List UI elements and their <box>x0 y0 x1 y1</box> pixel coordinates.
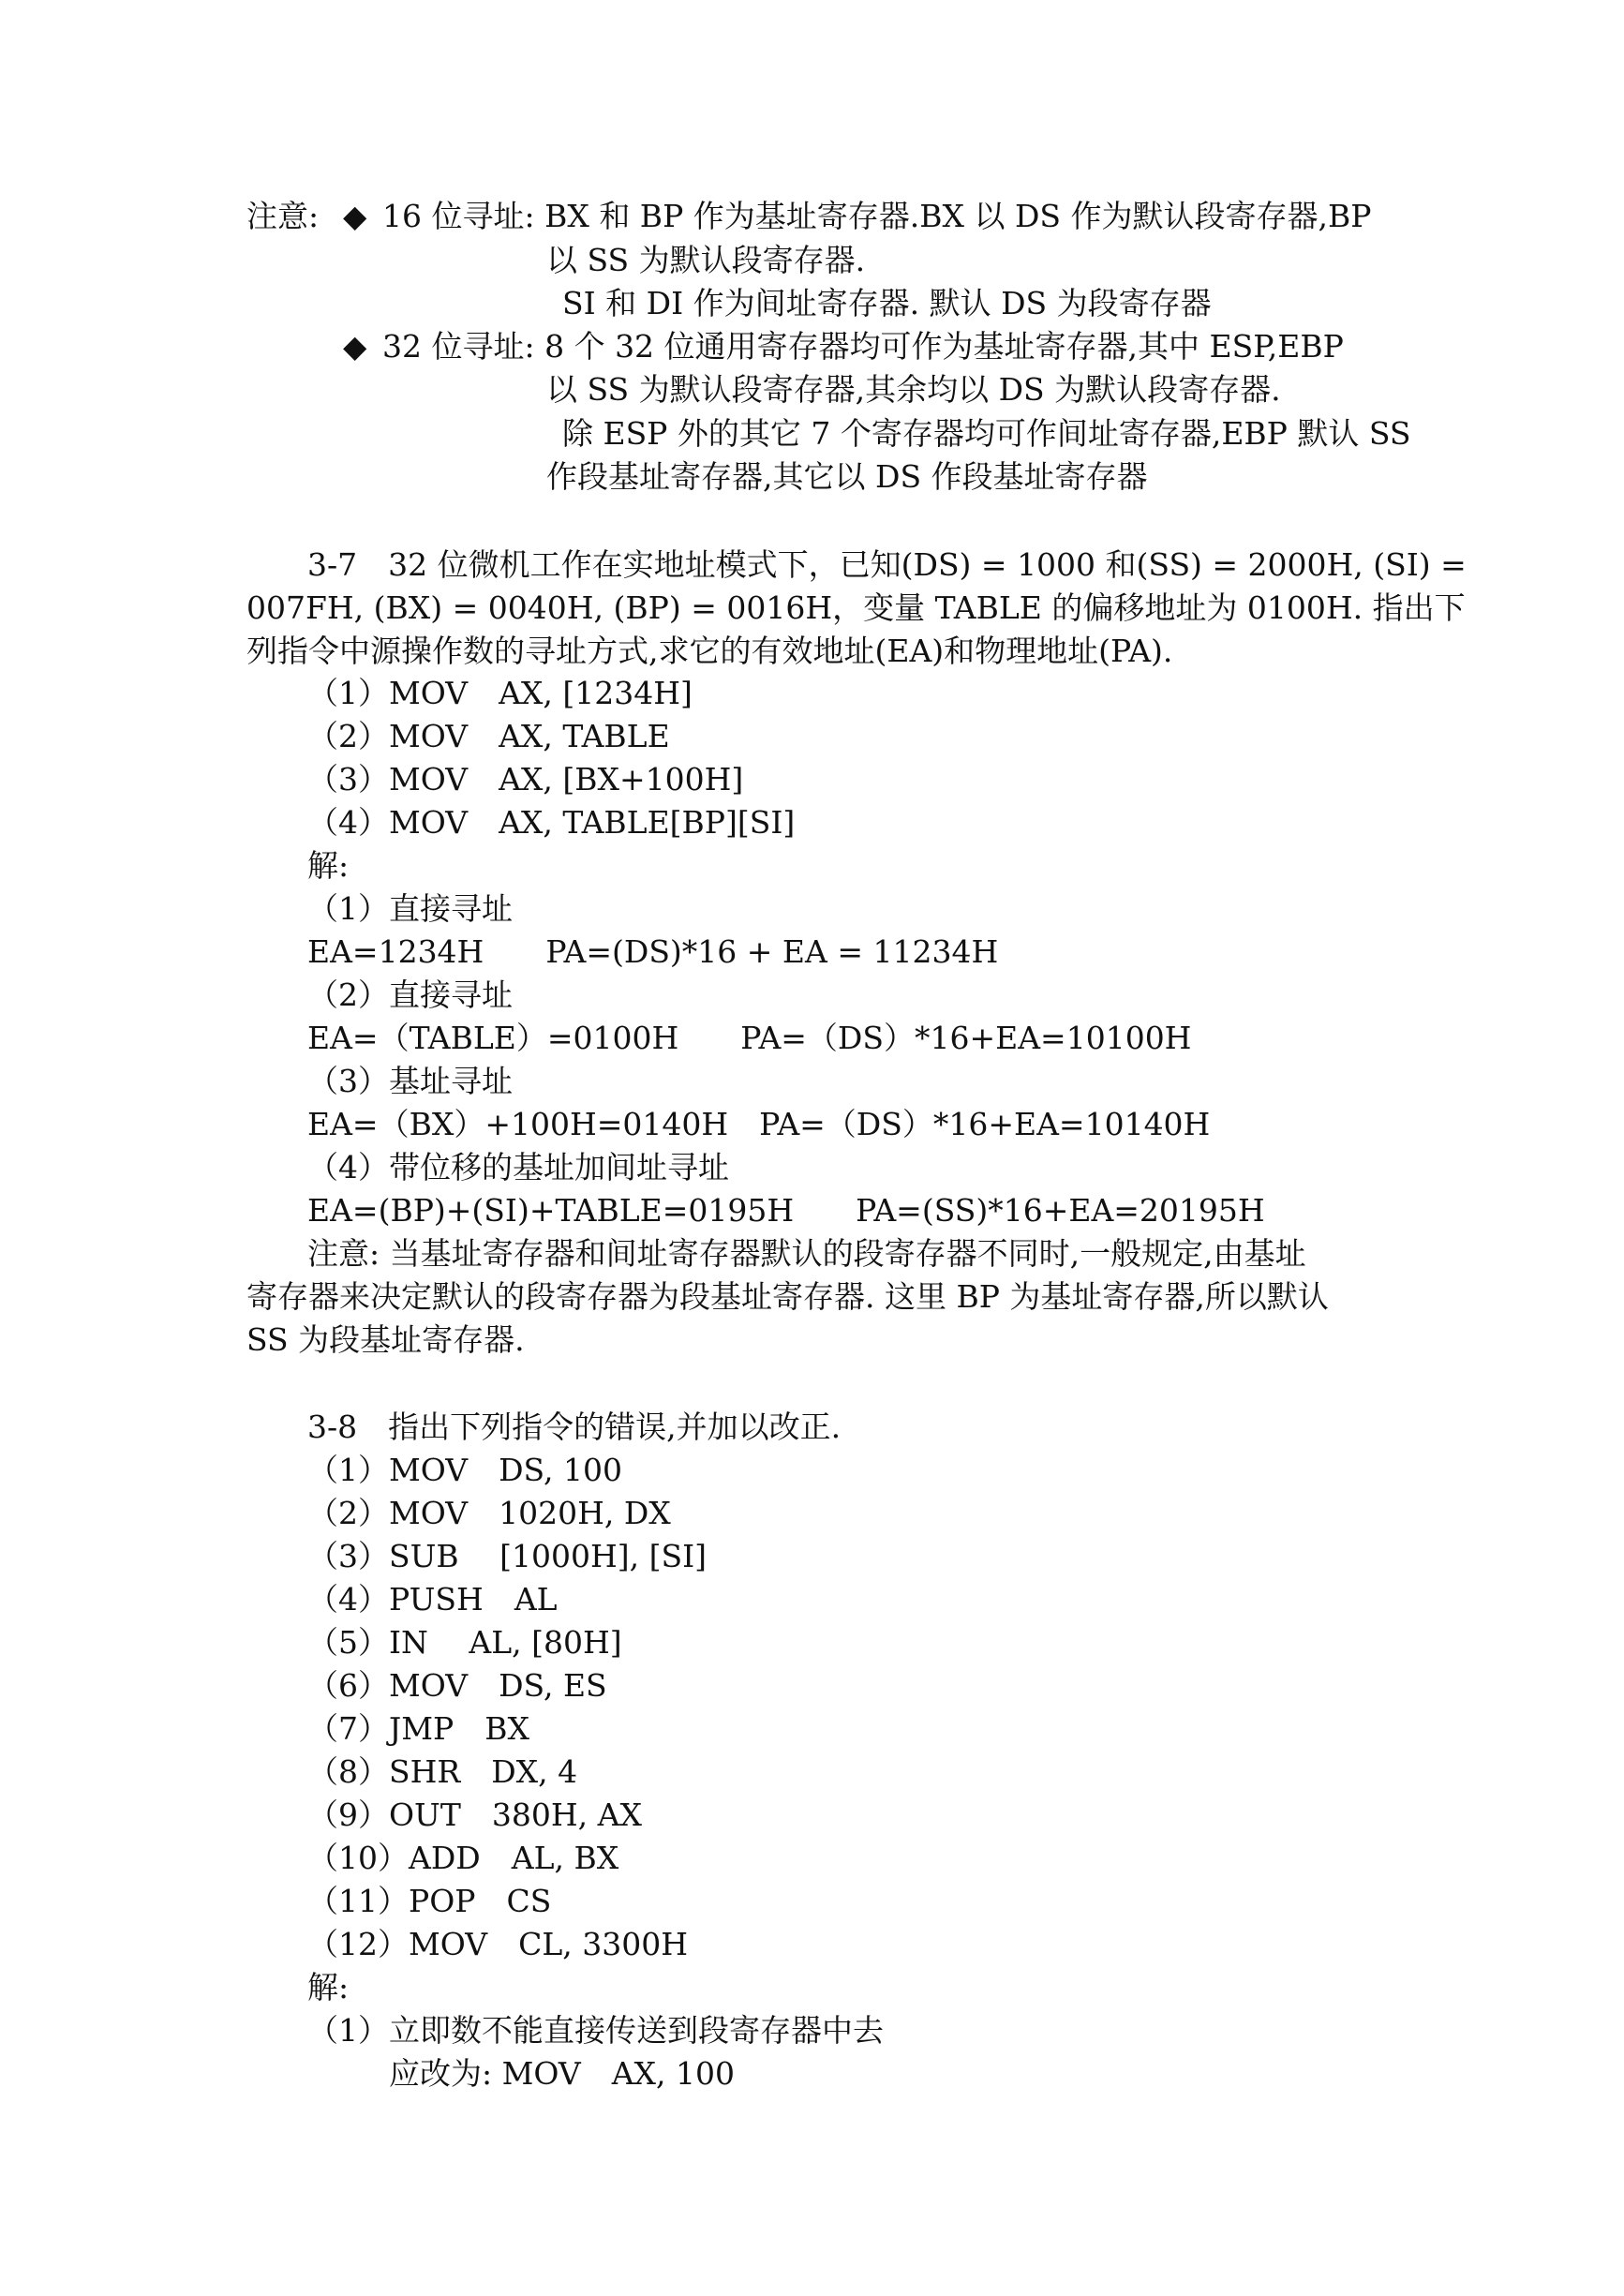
q38-item: （3）SUB [1000H], [SI] <box>307 1538 708 1574</box>
bullet-diamond-icon: ◆ <box>343 198 367 234</box>
note-bullet2-line3: 除 ESP 外的其它 7 个寄存器均可作间址寄存器,EBP 默认 SS <box>562 415 1411 452</box>
q37-line3: 列指令中源操作数的寻址方式,求它的有效地址(EA)和物理地址(PA). <box>246 633 1173 669</box>
q38-item: （10）ADD AL, BX <box>307 1840 619 1876</box>
note-bullet2-line2: 以 SS 为默认段寄存器,其余均以 DS 为默认段寄存器. <box>546 371 1281 408</box>
q38-item: （6）MOV DS, ES <box>307 1667 607 1704</box>
q38-item: （9）OUT 380H, AX <box>307 1797 642 1833</box>
note-bullet1-line1: 16 位寻址: BX 和 BP 作为基址寄存器.BX 以 DS 作为默认段寄存器,BP <box>382 198 1372 234</box>
note-bullet1-line2: 以 SS 为默认段寄存器. <box>546 242 866 278</box>
q38-answer-label: 解: <box>307 1969 350 2005</box>
q37-note-line2: 寄存器来决定默认的段寄存器为段基址寄存器. 这里 BP 为基址寄存器,所以默认 <box>246 1278 1329 1315</box>
q38-item: （4）PUSH AL <box>307 1581 558 1618</box>
q38-title: 3-8 指出下列指令的错误,并加以改正. <box>307 1409 842 1445</box>
q38-item: （1）MOV DS, 100 <box>307 1452 622 1488</box>
note-label: 注意: <box>246 198 320 234</box>
q38-item: （7）JMP BX <box>307 1710 529 1747</box>
q38-item: （5）IN AL, [80H] <box>307 1624 622 1661</box>
q37-note-line3: SS 为段基址寄存器. <box>246 1321 525 1358</box>
q37-answer: EA=1234H PA=(DS)*16 + EA = 11234H <box>307 933 999 970</box>
q38-item: （12）MOV CL, 3300H <box>307 1926 688 1962</box>
q38-answer1-fix: 应改为: MOV AX, 100 <box>389 2055 735 2092</box>
q37-answer: （1）直接寻址 <box>307 890 513 927</box>
q37-item: （4）MOV AX, TABLE[BP][SI] <box>307 804 796 841</box>
q37-line1: 3-7 32 位微机工作在实地址模式下，已知(DS) = 1000 和(SS) = 2000H, (SI) = <box>307 546 1467 583</box>
note-bullet1-line3: SI 和 DI 作为间址寄存器. 默认 DS 为段寄存器 <box>562 285 1212 321</box>
note-bullet2-line1: 32 位寻址: 8 个 32 位通用寄存器均可作为基址寄存器,其中 ESP,EBP <box>382 328 1344 365</box>
q37-note-line1: 注意: 当基址寄存器和间址寄存器默认的段寄存器不同时,一般规定,由基址 <box>307 1235 1306 1272</box>
q38-answer1: （1）立即数不能直接传送到段寄存器中去 <box>307 2012 884 2049</box>
q38-item: （2）MOV 1020H, DX <box>307 1495 671 1531</box>
q37-answer-label: 解: <box>307 847 350 884</box>
q37-item: （1）MOV AX, [1234H] <box>307 675 693 711</box>
q37-answer: （2）直接寻址 <box>307 977 513 1013</box>
q37-item: （2）MOV AX, TABLE <box>307 718 670 754</box>
q38-item: （11）POP CS <box>307 1883 552 1919</box>
q37-answer: EA=(BP)+(SI)+TABLE=0195H PA=(SS)*16+EA=20195H <box>307 1192 1265 1229</box>
q37-answer: EA=（BX）+100H=0140H PA=（DS）*16+EA=10140H <box>307 1106 1211 1142</box>
q37-answer: （4）带位移的基址加间址寻址 <box>307 1149 729 1185</box>
q37-answer: EA=（TABLE）=0100H PA=（DS）*16+EA=10100H <box>307 1020 1192 1056</box>
q38-item: （8）SHR DX, 4 <box>307 1753 578 1790</box>
q37-line2: 007FH, (BX) = 0040H, (BP) = 0016H，变量 TABLE 的偏移地址为 0100H. 指出下 <box>246 589 1466 626</box>
note-bullet2-line4: 作段基址寄存器,其它以 DS 作段基址寄存器 <box>546 458 1148 495</box>
q37-answer: （3）基址寻址 <box>307 1063 513 1099</box>
q37-item: （3）MOV AX, [BX+100H] <box>307 761 744 798</box>
bullet-diamond-icon: ◆ <box>343 328 367 365</box>
